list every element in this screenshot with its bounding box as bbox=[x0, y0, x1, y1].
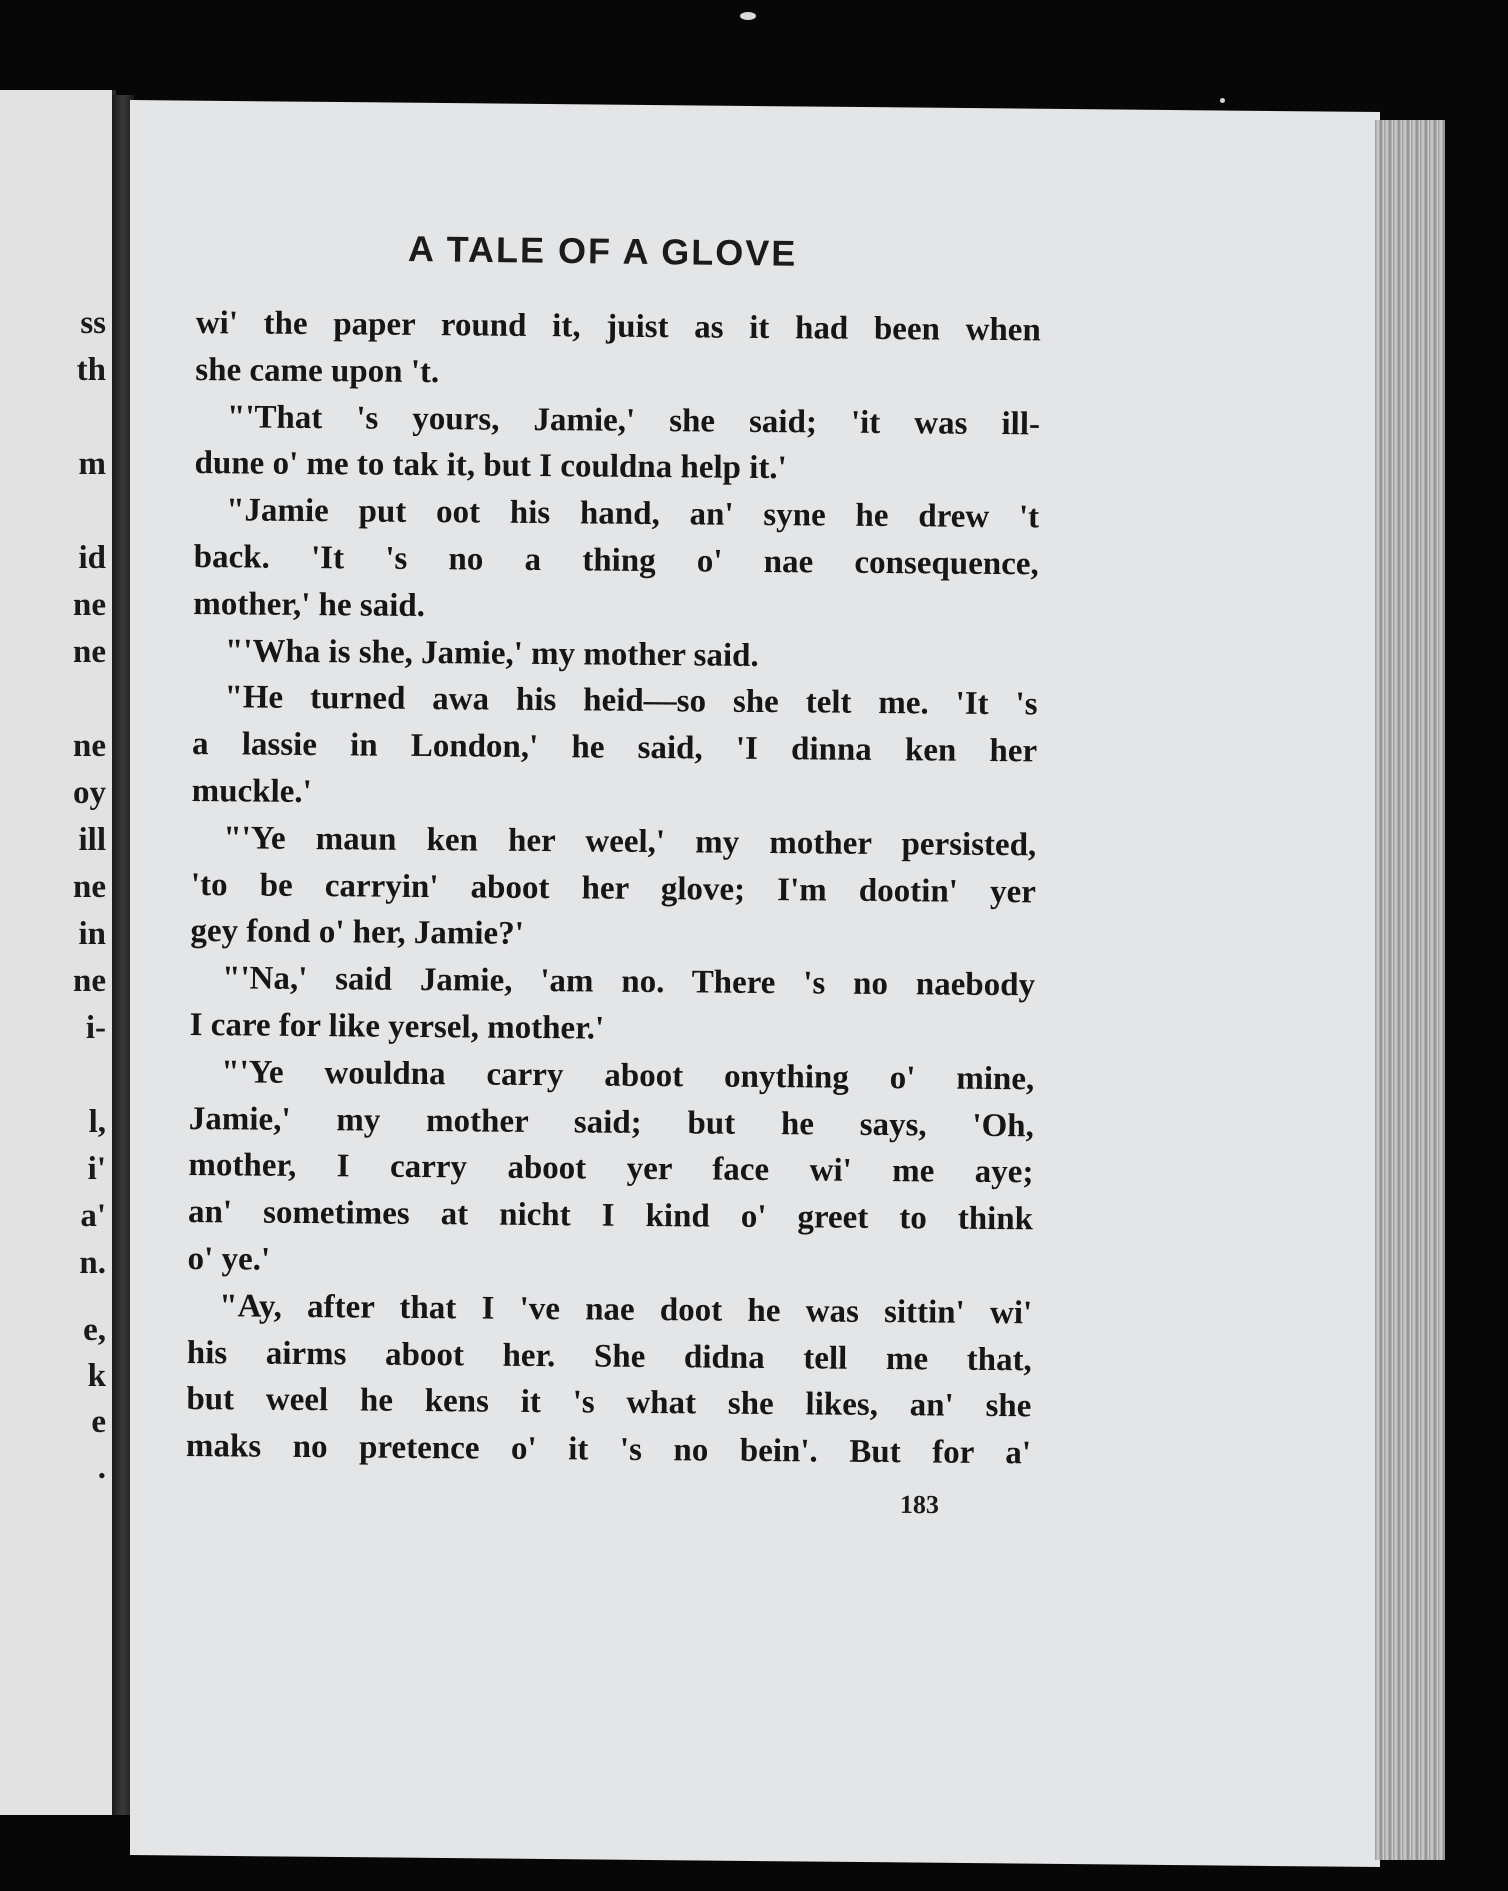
facing-page-fragment: ne bbox=[73, 587, 106, 623]
facing-page bbox=[0, 90, 116, 1815]
facing-page-fragment: a' bbox=[80, 1198, 106, 1234]
text-line: mother, I carry aboot yer face wi' me aye; bbox=[188, 1147, 1034, 1191]
facing-page-fragment: ss bbox=[80, 305, 106, 341]
text-line: maks no pretence o' it 's no bein'. But for a' bbox=[185, 1428, 1032, 1472]
text-line: wi' the paper round it, juist as it had been when bbox=[195, 304, 1041, 349]
facing-page-fragment: k bbox=[87, 1358, 106, 1394]
page-edges bbox=[1375, 120, 1445, 1860]
facing-page-fragment: i- bbox=[85, 1010, 106, 1046]
page-number: 183 bbox=[899, 1489, 940, 1520]
facing-page-fragment: n. bbox=[79, 1245, 106, 1281]
text-line: but weel he kens it 's what she likes, an' she bbox=[186, 1381, 1032, 1425]
facing-page-fragment: ne bbox=[73, 869, 106, 905]
facing-page-fragment: i' bbox=[87, 1151, 106, 1187]
text-line: "He turned awa his heid—so she telt me. 'It 's bbox=[224, 679, 1038, 723]
text-line: his airms aboot her. She didna tell me that, bbox=[186, 1334, 1032, 1378]
facing-page-fragment: . bbox=[97, 1450, 106, 1486]
facing-page-fragment: e, bbox=[83, 1312, 106, 1348]
text-line: she came upon 't. bbox=[195, 351, 440, 390]
facing-page-text bbox=[0, 90, 112, 1815]
running-head: A TALE OF A GLOVE bbox=[407, 228, 798, 274]
text-line: 'to be carryin' aboot her glove; I'm dootin' yer bbox=[190, 866, 1037, 910]
facing-page-fragment: m bbox=[78, 446, 106, 482]
facing-page-fragment: oy bbox=[73, 775, 106, 811]
facing-page-fragment: e bbox=[91, 1404, 106, 1440]
text-line: "'Wha is she, Jamie,' my mother said. bbox=[224, 632, 759, 674]
facing-page-fragment: ne bbox=[73, 963, 106, 999]
text-line: o' ye.' bbox=[187, 1240, 271, 1278]
facing-page-fragment: in bbox=[78, 916, 106, 952]
facing-page-fragment: id bbox=[78, 540, 106, 576]
text-line: gey fond o' her, Jamie?' bbox=[190, 913, 524, 953]
text-line: "'Ye maun ken her weel,' my mother persisted, bbox=[223, 820, 1037, 864]
text-line: mother,' he said. bbox=[193, 585, 426, 624]
dust-speck bbox=[740, 12, 756, 20]
facing-page-fragment: ne bbox=[73, 728, 106, 764]
body-text bbox=[186, 300, 1041, 1477]
facing-page-fragment: ne bbox=[73, 634, 106, 670]
text-line: "Ay, after that I 've nae doot he was sittin' wi' bbox=[219, 1287, 1033, 1332]
text-line: "Jamie put oot his hand, an' syne he drew 't bbox=[226, 492, 1040, 536]
text-line: an' sometimes at nicht I kind o' greet to think bbox=[187, 1194, 1034, 1238]
facing-page-fragment: l, bbox=[88, 1104, 106, 1140]
right-margin-dark bbox=[1445, 125, 1508, 1865]
facing-page-fragment: ill bbox=[78, 822, 106, 858]
text-line: "'Ye wouldna carry aboot onything o' mine, bbox=[221, 1054, 1035, 1098]
dust-speck bbox=[1220, 98, 1225, 103]
text-line: "'Na,' said Jamie, 'am no. There 's no naebody bbox=[221, 960, 1036, 1004]
text-line: "'That 's yours, Jamie,' she said; 'it was ill- bbox=[226, 398, 1041, 442]
text-line: muckle.' bbox=[191, 772, 312, 810]
text-line: I care for like yersel, mother.' bbox=[189, 1006, 605, 1047]
text-line: Jamie,' my mother said; but he says, 'Oh, bbox=[188, 1100, 1034, 1144]
facing-page-fragment: th bbox=[76, 352, 106, 388]
text-line: a lassie in London,' he said, 'I dinna ken her bbox=[191, 726, 1038, 770]
text-line: back. 'It 's no a thing o' nae consequence, bbox=[193, 538, 1039, 583]
text-line: dune o' me to tak it, but I couldna help it.' bbox=[194, 445, 787, 487]
